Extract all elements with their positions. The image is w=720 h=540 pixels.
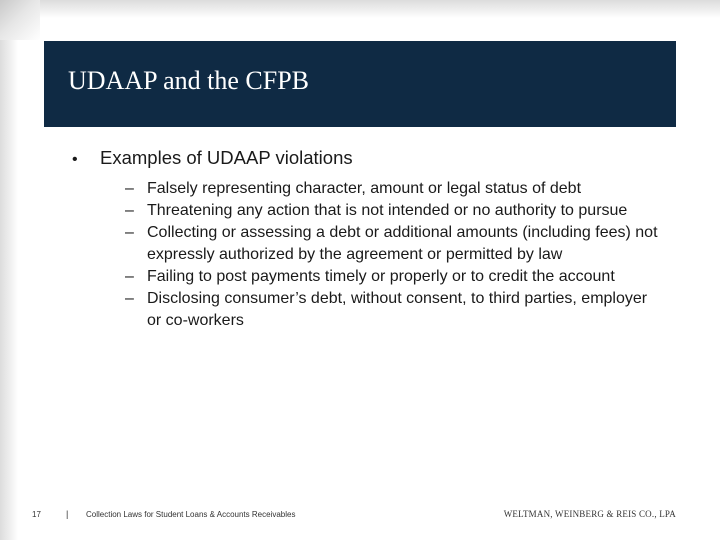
sub-bullet-text: Falsely representing character, amount or legal status of debt bbox=[147, 180, 582, 197]
firm-name: WELTMAN, WEINBERG & REIS CO., LPA bbox=[503, 509, 676, 519]
sub-bullet-text: Failing to post payments timely or properly or to credit the account bbox=[147, 268, 615, 285]
sub-bullet-item bbox=[125, 222, 665, 266]
presentation-title: Collection Laws for Student Loans & Accounts Receivables bbox=[86, 510, 296, 519]
slide-title: UDAAP and the CFPB bbox=[68, 66, 310, 95]
dash-icon: – bbox=[125, 224, 134, 241]
title-bar bbox=[44, 41, 676, 127]
dash-icon: – bbox=[125, 268, 134, 285]
sub-bullet-item bbox=[125, 178, 665, 200]
footer-separator: | bbox=[66, 509, 69, 519]
slide-content bbox=[72, 146, 672, 332]
dash-icon: – bbox=[125, 202, 134, 219]
left-edge-shadow bbox=[0, 40, 18, 540]
bullet-icon: • bbox=[72, 151, 78, 168]
sub-bullet-text: Threatening any action that is not intended or no authority to pursue bbox=[147, 202, 628, 219]
sub-bullet-text: Collecting or assessing a debt or additional amounts (including fees) not expressly authorized by the agreement or permitted by law bbox=[147, 224, 658, 263]
main-bullet-text: Examples of UDAAP violations bbox=[100, 147, 353, 168]
sub-bullet-item bbox=[125, 200, 665, 222]
dash-icon: – bbox=[125, 180, 134, 197]
main-bullet bbox=[72, 146, 672, 172]
sub-bullet-item bbox=[125, 266, 665, 288]
dash-icon: – bbox=[125, 290, 134, 307]
sub-bullet-list bbox=[72, 178, 672, 332]
sub-bullet-item bbox=[125, 288, 665, 332]
top-edge-shadow bbox=[40, 0, 720, 18]
sub-bullet-text: Disclosing consumer’s debt, without consent, to third parties, employer or co-workers bbox=[147, 290, 648, 329]
page-number: 17 bbox=[32, 510, 41, 519]
corner-shadow bbox=[0, 0, 40, 40]
slide-footer bbox=[0, 506, 720, 524]
